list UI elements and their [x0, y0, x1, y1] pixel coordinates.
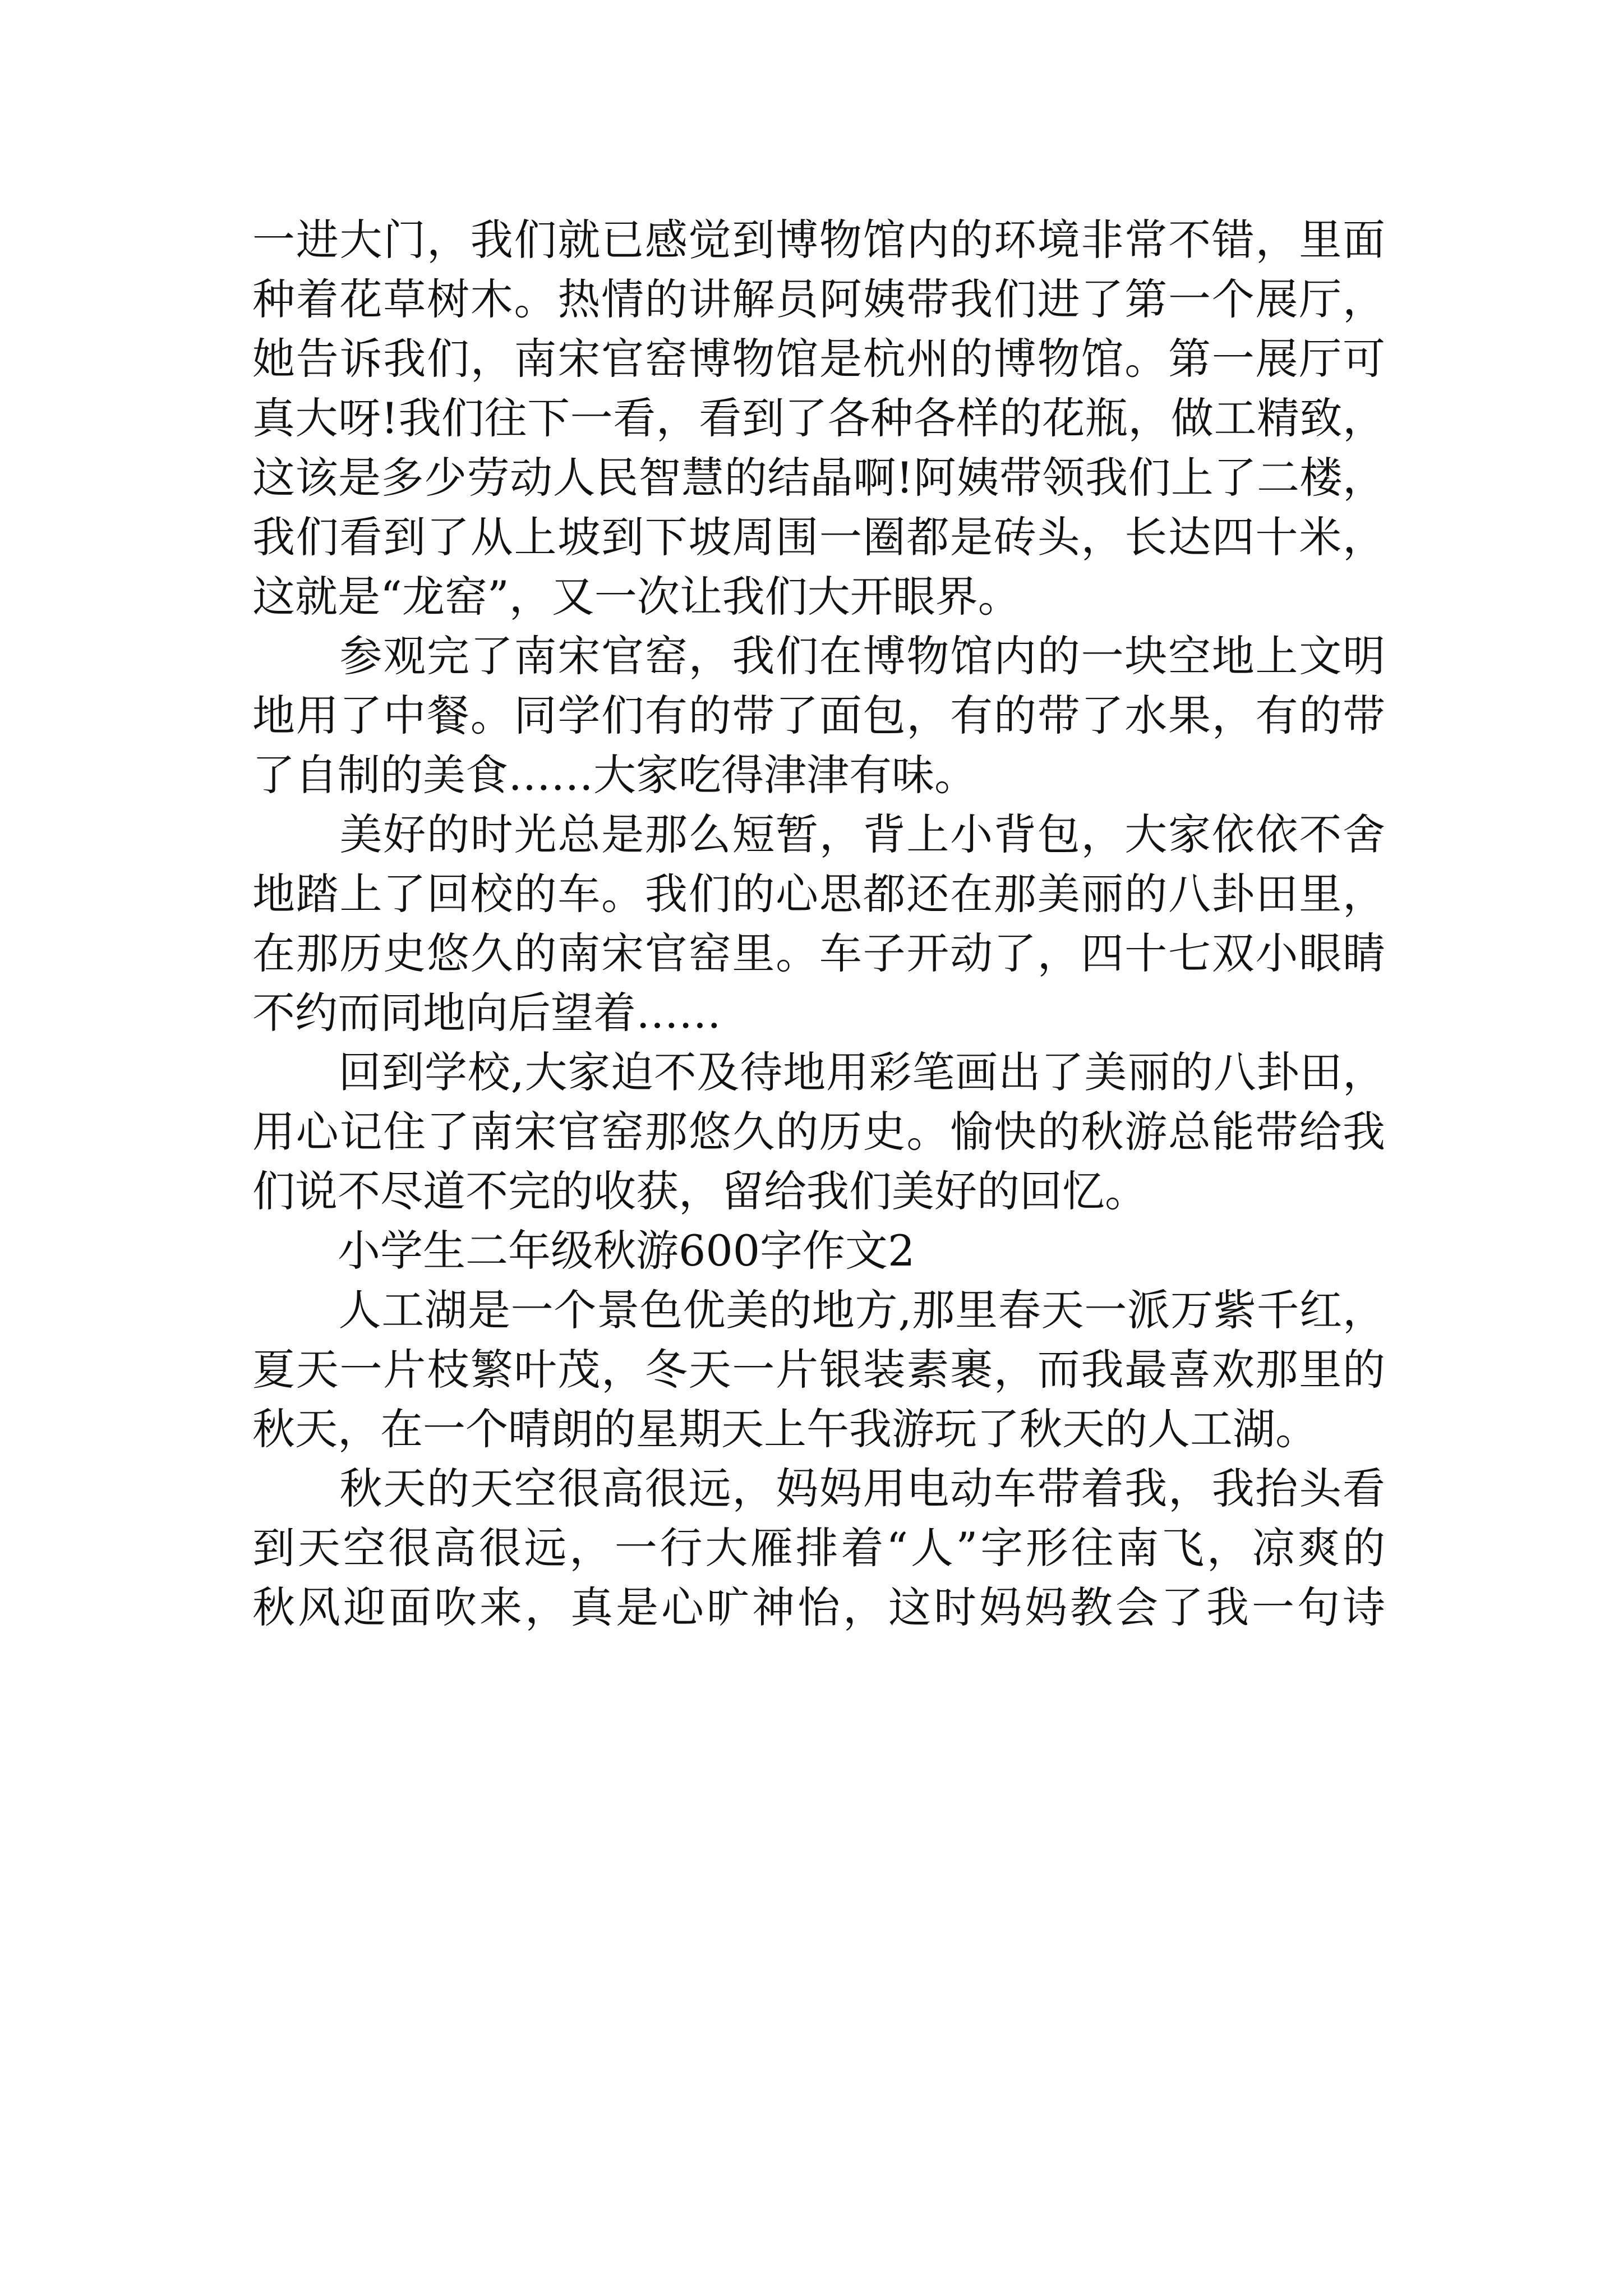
text-line-1: 一进大门，我们就已感觉到博物馆内的环境非常不错，里面: [252, 215, 1385, 265]
text-line-16: 用心记住了南宋官窑那悠久的历史。愉快的秋游总能带给我: [252, 1107, 1385, 1157]
text-line-5: 这该是多少劳动人民智慧的结晶啊!阿姨带领我们上了二楼，: [252, 453, 1385, 503]
section-heading: 小学生二年级秋游600字作文2: [252, 1226, 915, 1276]
text-line-6: 我们看到了从上坡到下坡周围一圈都是砖头，长达四十米，: [252, 512, 1385, 562]
document-body: [252, 210, 1385, 1637]
text-line-13: 在那历史悠久的南宋官窑里。车子开动了，四十七双小眼睛: [252, 928, 1385, 978]
text-line-14: 不约而同地向后望着……: [252, 988, 721, 1038]
text-line-4: 真大呀!我们往下一看，看到了各种各样的花瓶，做工精致，: [252, 393, 1385, 443]
text-line-19: 人工湖是一个景色优美的地方,那里春天一派万紫千红，: [252, 1285, 1385, 1335]
text-line-17: 们说不尽道不完的收获，留给我们美好的回忆。: [252, 1166, 1147, 1216]
text-line-7: 这就是“龙窑”，又一次让我们大开眼界。: [252, 572, 1021, 622]
text-line-12: 地踏上了回校的车。我们的心思都还在那美丽的八卦田里，: [252, 869, 1385, 919]
text-line-20: 夏天一片枝繁叶茂，冬天一片银装素裹，而我最喜欢那里的: [252, 1345, 1385, 1395]
text-line-23: 到天空很高很远，一行大雁排着“人”字形往南飞，凉爽的: [252, 1523, 1385, 1573]
text-line-10: 了自制的美食……大家吃得津津有味。: [252, 750, 977, 800]
text-line-11: 美好的时光总是那么短暂，背上小背包，大家依依不舍: [252, 809, 1385, 859]
text-line-21: 秋天，在一个晴朗的星期天上午我游玩了秋天的人工湖。: [252, 1404, 1318, 1454]
text-line-15: 回到学校,大家迫不及待地用彩笔画出了美丽的八卦田，: [252, 1047, 1385, 1097]
text-line-3: 她告诉我们，南宋官窑博物馆是杭州的博物馆。第一展厅可: [252, 334, 1385, 384]
text-line-2: 种着花草树木。热情的讲解员阿姨带我们进了第一个展厅，: [252, 274, 1385, 324]
text-line-8: 参观完了南宋官窑，我们在博物馆内的一块空地上文明: [252, 631, 1385, 681]
text-line-22: 秋天的天空很高很远，妈妈用电动车带着我，我抬头看: [252, 1464, 1385, 1513]
text-line-24: 秋风迎面吹来，真是心旷神怡，这时妈妈教会了我一句诗: [252, 1582, 1385, 1632]
text-line-9: 地用了中餐。同学们有的带了面包，有的带了水果，有的带: [252, 691, 1385, 740]
